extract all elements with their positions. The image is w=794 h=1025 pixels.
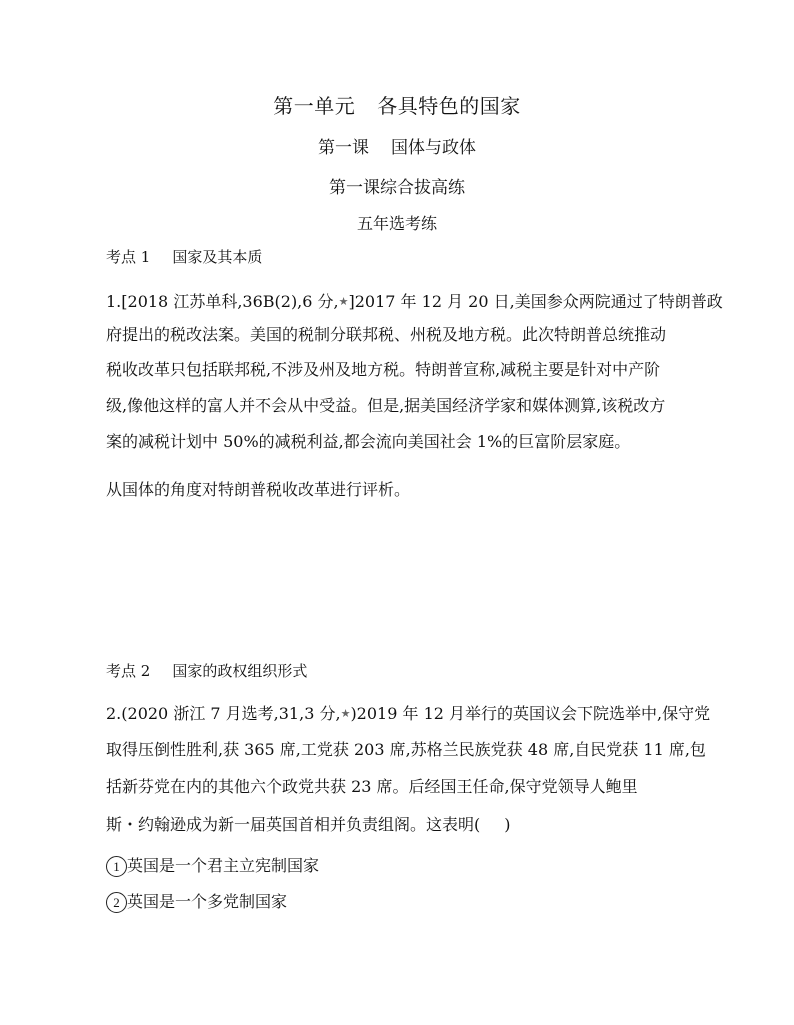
question-2-line-3: 括新芬党在内的其他六个政党共获 23 席。后经国王任命,保守党领导人鲍里 bbox=[106, 777, 638, 796]
option-1 bbox=[106, 856, 319, 877]
unit-title bbox=[0, 90, 794, 119]
section-heading-2 bbox=[106, 664, 307, 679]
difficulty-star-icon: ★ bbox=[338, 295, 349, 308]
unit-number: 第一单元 bbox=[273, 94, 356, 118]
question-stem: 斯・约翰逊成为新一届英国首相并负责组阁。这表明( bbox=[106, 815, 481, 834]
question-1-line-4: 级,像他这样的富人并不会从中受益。但是,据美国经济学家和媒体测算,该税改方 bbox=[106, 396, 666, 415]
question-text: )2019 年 12 月举行的英国议会下院选举中,保守党 bbox=[350, 704, 711, 723]
section-number: 考点 2 bbox=[106, 662, 151, 680]
question-2-line-1 bbox=[106, 706, 710, 722]
section-heading-1 bbox=[106, 250, 262, 265]
practice-title: 第一课综合拔高练 bbox=[329, 178, 465, 198]
lesson-number: 第一课 bbox=[318, 138, 369, 158]
question-1-line-5: 案的减税计划中 50%的减税利益,都会流向美国社会 1%的巨富阶层家庭。 bbox=[106, 432, 631, 451]
question-source: 1.[2018 江苏单科,36B(2),6 分, bbox=[106, 292, 339, 311]
circled-number-icon: 1 bbox=[106, 856, 127, 877]
question-source: 2.(2020 浙江 7 月选考,31,3 分, bbox=[106, 704, 341, 723]
question-2-line-2: 取得压倒性胜利,获 365 席,工党获 203 席,苏格兰民族党获 48 席,自民党获 11 席,包 bbox=[106, 740, 706, 759]
section-name: 国家的政权组织形式 bbox=[172, 662, 308, 680]
option-text: 英国是一个多党制国家 bbox=[127, 892, 288, 911]
lesson-name: 国体与政体 bbox=[391, 138, 476, 158]
question-1-line-1 bbox=[106, 294, 723, 310]
section-name: 国家及其本质 bbox=[172, 248, 263, 266]
question-1-line-3: 税收改革只包括联邦税,不涉及州及地方税。特朗普宣称,减税主要是针对中产阶 bbox=[106, 360, 661, 379]
difficulty-star-icon: ★ bbox=[340, 707, 351, 720]
unit-name: 各具特色的国家 bbox=[377, 94, 521, 118]
section-number: 考点 1 bbox=[106, 248, 151, 266]
question-2-line-4 bbox=[106, 817, 511, 833]
circled-number-icon: 2 bbox=[106, 892, 127, 913]
question-text: ]2017 年 12 月 20 日,美国参众两院通过了特朗普政 bbox=[348, 292, 723, 311]
exam-title: 五年选考练 bbox=[356, 214, 437, 233]
lesson-title bbox=[0, 133, 794, 158]
question-1-prompt: 从国体的角度对特朗普税收改革进行评析。 bbox=[106, 480, 411, 499]
answer-close-parenthesis: ) bbox=[504, 815, 511, 834]
question-1-line-2: 府提出的税改法案。美国的税制分联邦税、州税及地方税。此次特朗普总统推动 bbox=[106, 325, 667, 344]
option-text: 英国是一个君主立宪制国家 bbox=[127, 856, 320, 875]
option-2 bbox=[106, 892, 287, 913]
